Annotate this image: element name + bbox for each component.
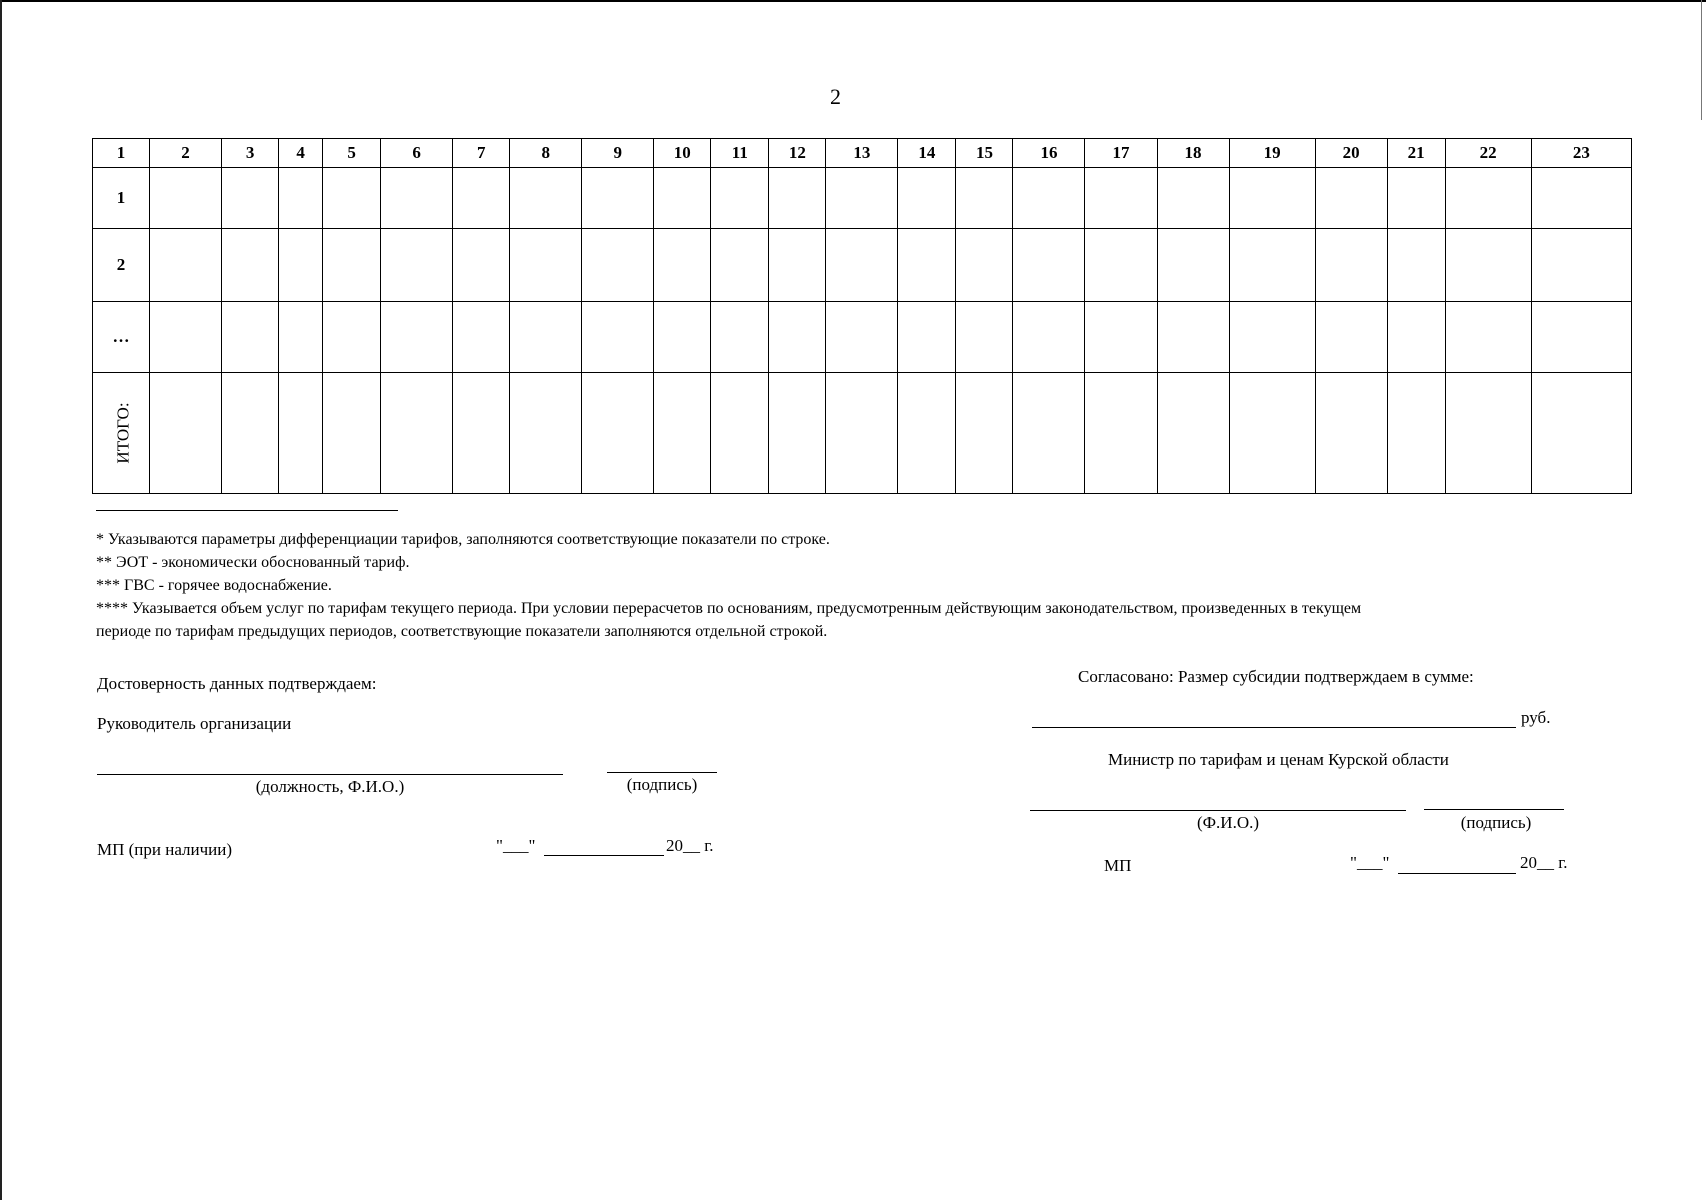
signature-line-left [607,772,717,773]
column-number: 6 [381,139,453,168]
column-number: 2 [150,139,222,168]
table-cell [826,229,898,302]
table-cell [1445,373,1531,494]
table-cell [510,373,582,494]
table-cell [1445,168,1531,229]
table-cell [1531,302,1631,373]
page-right-mark [1701,0,1702,120]
table-cell [1387,373,1445,494]
column-number: 3 [222,139,279,168]
table-cell [453,229,510,302]
table-cell [826,302,898,373]
table-cell [898,229,956,302]
table-cell [769,373,826,494]
table-cell [381,168,453,229]
column-number: 17 [1085,139,1157,168]
date-year-right: 20__ г. [1520,853,1568,872]
date-month-line-right [1398,873,1516,874]
column-number: 19 [1229,139,1315,168]
table-cell [1531,373,1631,494]
stamp-left: МП (при наличии) [97,840,233,859]
table-cell [582,302,654,373]
page-left-edge [0,0,2,1200]
position-line [97,774,563,775]
column-number: 13 [826,139,898,168]
table-cell [1013,302,1085,373]
table-cell [1085,168,1157,229]
table-cell [654,168,711,229]
table-cell [956,229,1013,302]
total-label: ИТОГО: [113,402,133,464]
column-number: 21 [1387,139,1445,168]
table-cell [279,168,323,229]
column-number: 20 [1315,139,1387,168]
date-quote-left: "___" [496,836,536,855]
footnotes [96,528,1616,643]
table-cell [1229,168,1315,229]
table-cell [1387,168,1445,229]
table-cell [150,168,222,229]
footnote-4-continued: периоде по тарифам предыдущих периодов, соответствующие показатели заполняются отдельной строкой. [96,623,828,640]
head-label: Руководитель организации [97,714,292,733]
column-number: 4 [279,139,323,168]
table-cell [1157,302,1229,373]
row-label: 2 [93,229,150,302]
table-cell [956,168,1013,229]
column-number: 18 [1157,139,1229,168]
minister-label: Министр по тарифам и ценам Курской области [1108,750,1449,769]
table-cell [1445,229,1531,302]
footnote-4: **** Указывается объем услуг по тарифам текущего периода. При условии перерасчетов по основаниям, предусмотренным действующим законодательством, произведенных в текущем [96,600,1362,617]
stamp-right: МП [1104,856,1132,875]
table-cell [1531,229,1631,302]
table-cell [826,373,898,494]
table-cell [453,373,510,494]
table-cell [1157,168,1229,229]
table-cell [654,302,711,373]
table-cell [1531,168,1631,229]
table-cell [1387,229,1445,302]
table-cell [582,229,654,302]
agreed-label: Согласовано: Размер субсидии подтверждаем в сумме: [1078,667,1474,686]
page-number: 2 [830,84,841,109]
table-cell [222,229,279,302]
table-cell [769,302,826,373]
table-cell [1013,373,1085,494]
table-row [93,168,1632,229]
name-line [1030,810,1406,811]
column-number: 5 [323,139,381,168]
table-cell [1157,373,1229,494]
signature-caption-right: (подпись) [1460,813,1532,832]
column-number: 15 [956,139,1013,168]
table-cell [323,302,381,373]
footnote-1: * Указываются параметры дифференциации тарифов, заполняются соответствующие показатели по строке. [96,531,830,548]
footnote-separator [96,510,398,511]
table-cell [1229,373,1315,494]
table-cell [1085,302,1157,373]
table-cell [323,229,381,302]
table-cell [1315,302,1387,373]
table-cell [711,373,769,494]
column-number: 9 [582,139,654,168]
table-cell [222,373,279,494]
date-quote-right: "___" [1350,853,1390,872]
signature-caption-left: (подпись) [626,775,698,794]
table-cell [1315,373,1387,494]
table-cell [150,373,222,494]
date-year-left: 20__ г. [666,836,714,855]
table-cell [510,168,582,229]
column-number: 14 [898,139,956,168]
table-cell [453,168,510,229]
column-number: 10 [654,139,711,168]
table-cell [1445,302,1531,373]
column-number: 22 [1445,139,1531,168]
table-cell [898,373,956,494]
table-cell [453,302,510,373]
column-number: 7 [453,139,510,168]
table-row [93,229,1632,302]
table-cell [1229,302,1315,373]
total-row [93,373,1632,494]
confirm-label: Достоверность данных подтверждаем: [97,674,377,693]
table-cell [582,373,654,494]
table-cell [381,302,453,373]
table-cell [510,229,582,302]
table-cell [1229,229,1315,302]
amount-line [1032,727,1516,728]
date-month-line-left [544,855,664,856]
table-cell [510,302,582,373]
column-number: 16 [1013,139,1085,168]
table-cell [654,373,711,494]
table-cell [279,229,323,302]
table-cell [1157,229,1229,302]
table-cell [279,302,323,373]
table-cell [1315,229,1387,302]
name-caption: (Ф.И.О.) [1196,813,1260,832]
table-cell [1085,229,1157,302]
column-number: 1 [93,139,150,168]
table-cell [711,229,769,302]
table-cell [956,373,1013,494]
table-cell [711,302,769,373]
column-number: 11 [711,139,769,168]
table-cell [769,229,826,302]
table-cell [1085,373,1157,494]
page-top-edge [0,0,1706,2]
table-cell [381,373,453,494]
table-cell [898,168,956,229]
total-label-cell [93,373,150,494]
table-cell [826,168,898,229]
column-number: 12 [769,139,826,168]
footnote-2: ** ЭОТ - экономически обоснованный тариф. [96,554,410,571]
currency-label: руб. [1521,708,1551,727]
footnote-3: *** ГВС - горячее водоснабжение. [96,577,332,594]
table-cell [1315,168,1387,229]
table-cell [1013,168,1085,229]
table-cell [150,302,222,373]
table-cell [323,373,381,494]
table-cell [582,168,654,229]
header-row [93,139,1632,168]
row-label: … [93,302,150,373]
row-label: 1 [93,168,150,229]
table-cell [1387,302,1445,373]
table-cell [381,229,453,302]
table-cell [323,168,381,229]
column-number: 23 [1531,139,1631,168]
table-cell [222,168,279,229]
table-cell [150,229,222,302]
position-caption: (должность, Ф.И.О.) [255,777,405,796]
table-cell [956,302,1013,373]
table-cell [1013,229,1085,302]
table-cell [898,302,956,373]
table-cell [769,168,826,229]
table-cell [222,302,279,373]
signature-line-right [1424,809,1564,810]
table-cell [279,373,323,494]
table-cell [711,168,769,229]
table-cell [654,229,711,302]
column-number: 8 [510,139,582,168]
table-row [93,302,1632,373]
tariff-table [92,138,1632,494]
